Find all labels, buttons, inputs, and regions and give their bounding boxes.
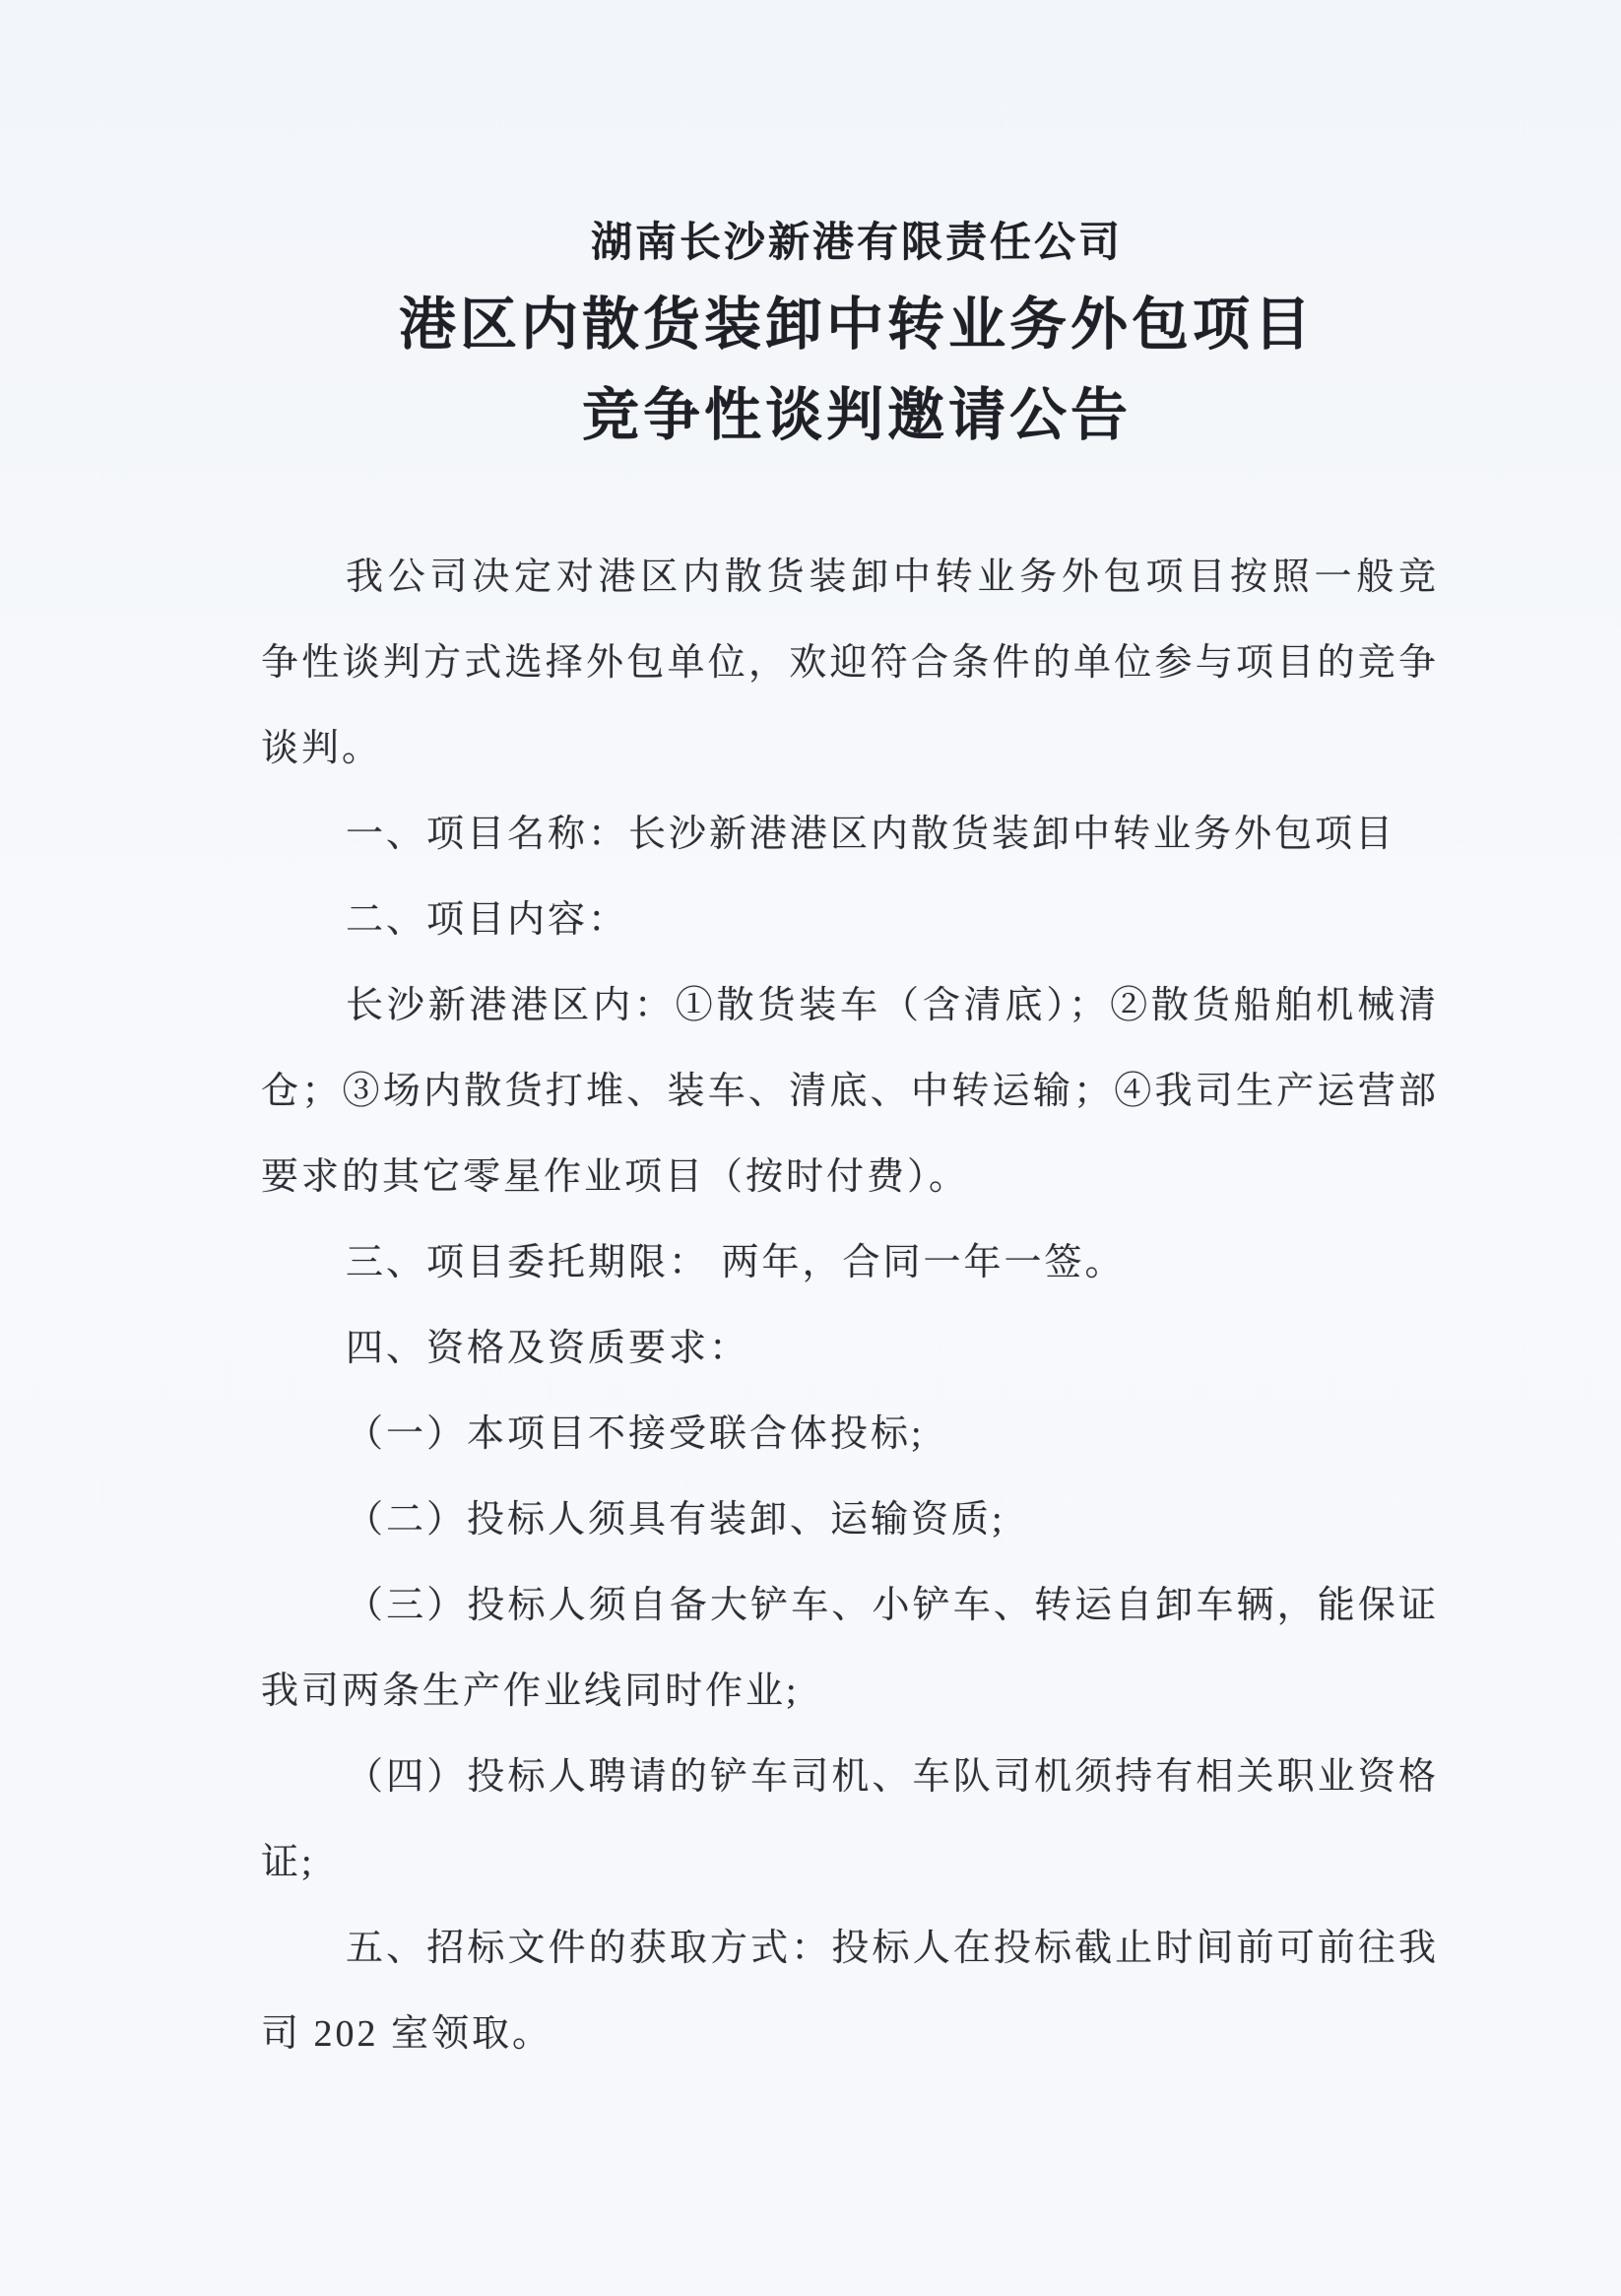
body-line: 司 202 室领取。 [261,2013,553,2055]
body-line: 五、招标文件的获取方式：投标人在投标截止时间前可前往我 [346,1928,1439,1969]
document-header [261,214,1453,461]
document-body [261,535,1439,2077]
body-line: 谈判。 [261,728,383,769]
body-line: 我公司决定对港区内散货装卸中转业务外包项目按照一般竞 [346,557,1439,598]
body-line: 争性谈判方式选择外包单位，欢迎符合条件的单位参与项目的竞争 [261,642,1439,684]
body-line: 我司两条生产作业线同时作业; [261,1671,800,1712]
document-title-line-1: 港区内散货装卸中转业务外包项目 [398,293,1315,357]
body-line: 二、项目内容： [346,899,629,941]
body-line: （四）投标人聘请的铲车司机、车队司机须持有相关职业资格 [346,1756,1439,1798]
company-name: 湖南长沙新港有限责任公司 [590,221,1123,266]
body-line: 四、资格及资质要求： [346,1328,750,1369]
body-line: （一）本项目不接受联合体投标; [346,1413,925,1455]
body-line: 证; [261,1842,315,1883]
document-title-line-2: 竞争性谈判邀请公告 [581,383,1132,447]
body-line: 三、项目委托期限： 两年，合同一年一签。 [346,1242,1126,1283]
body-line: （二）投标人须具有装卸、运输资质; [346,1499,1005,1541]
body-line: 仓；③场内散货打堆、装车、清底、中转运输；④我司生产运营部 [261,1071,1439,1112]
body-line: 一、项目名称：长沙新港港区内散货装卸中转业务外包项目 [346,814,1396,855]
body-line: 要求的其它零星作业项目（按时付费）。 [261,1156,970,1198]
body-line: （三）投标人须自备大铲车、小铲车、转运自卸车辆，能保证 [346,1585,1439,1626]
body-line: 长沙新港港区内：①散货装车（含清底）；②散货船舶机械清 [346,985,1439,1026]
